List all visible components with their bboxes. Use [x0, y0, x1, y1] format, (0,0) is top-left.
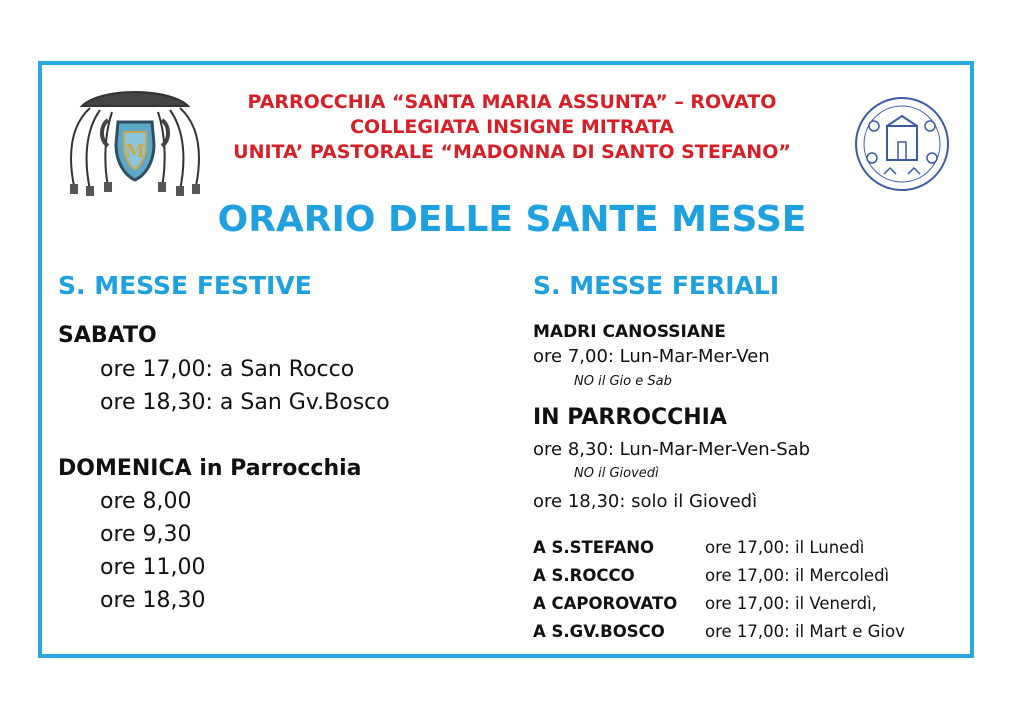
- domenica-time-1: ore 8,00: [100, 489, 192, 514]
- chapel-name: A CAPOROVATO: [533, 594, 678, 613]
- feriali-title: S. MESSE FERIALI: [533, 271, 780, 300]
- parish-header: [0, 90, 1024, 165]
- chapel-time: ore 17,00: il Venerdì,: [705, 594, 877, 613]
- page-title: ORARIO DELLE SANTE MESSE: [217, 199, 807, 240]
- chapel-row: [533, 618, 905, 646]
- domenica-time-2: ore 9,30: [100, 522, 192, 547]
- header-line-collegiata: COLLEGIATA INSIGNE MITRATA: [350, 116, 674, 138]
- domenica-time-4: ore 18,30: [100, 588, 206, 613]
- parrocchia-time-2: ore 18,30: solo il Giovedì: [533, 491, 758, 512]
- chapel-name: A S.STEFANO: [533, 538, 655, 557]
- domenica-time-3: ore 11,00: [100, 555, 206, 580]
- chapel-row: [533, 534, 905, 562]
- domenica-label: DOMENICA in Parrocchia: [58, 456, 362, 481]
- sabato-time-1: ore 17,00: a San Rocco: [100, 357, 355, 382]
- chapel-schedule: [533, 534, 905, 646]
- sabato-label: SABATO: [58, 323, 157, 348]
- svg-text:M: M: [125, 141, 145, 162]
- canossiane-label: MADRI CANOSSIANE: [533, 322, 726, 342]
- canossiane-note: NO il Gio e Sab: [574, 374, 672, 389]
- chapel-time: ore 17,00: il Mercoledì: [705, 566, 890, 585]
- header-line-unita: UNITA’ PASTORALE “MADONNA DI SANTO STEFANO”: [233, 141, 791, 163]
- chapel-row: [533, 562, 905, 590]
- header-line-parish: PARROCCHIA “SANTA MARIA ASSUNTA” – ROVATO: [247, 91, 777, 113]
- chapel-name: A S.ROCCO: [533, 566, 635, 585]
- chapel-name: A S.GV.BOSCO: [533, 622, 665, 641]
- parrocchia-label: IN PARROCCHIA: [533, 405, 727, 430]
- chapel-row: [533, 590, 905, 618]
- chapel-time: ore 17,00: il Lunedì: [705, 538, 865, 557]
- parrocchia-time-1: ore 8,30: Lun-Mar-Mer-Ven-Sab: [533, 439, 811, 460]
- chapel-time: ore 17,00: il Mart e Giov: [705, 622, 905, 641]
- canossiane-time: ore 7,00: Lun-Mar-Mer-Ven: [533, 346, 770, 367]
- parrocchia-note: NO il Giovedì: [574, 466, 659, 481]
- sabato-time-2: ore 18,30: a San Gv.Bosco: [100, 390, 390, 415]
- festive-title: S. MESSE FESTIVE: [58, 271, 312, 300]
